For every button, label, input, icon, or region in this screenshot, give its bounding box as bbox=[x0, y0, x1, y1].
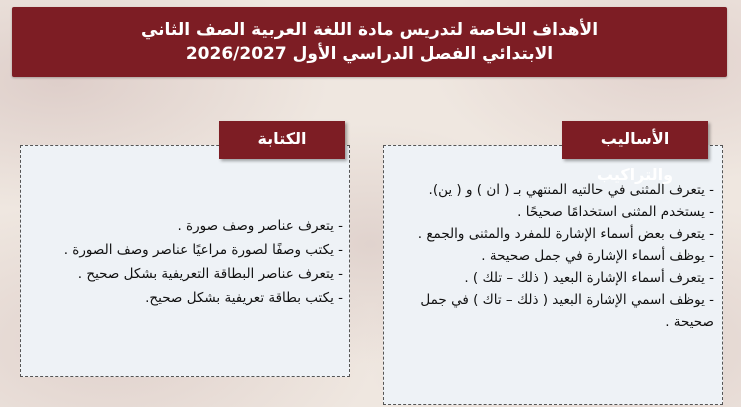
list-item: - يتعرف عناصر وصف صورة . bbox=[177, 218, 343, 234]
writing-heading: الكتابة bbox=[219, 121, 345, 159]
writing-panel bbox=[20, 145, 350, 377]
list-item: - يوظف اسمي الإشارة البعيد ( ذلك – تاك ) في جمل صحيحة . bbox=[420, 292, 714, 330]
list-item: - يستخدم المثنى استخدامًا صحيحًا . bbox=[517, 204, 714, 220]
list-item: - يتعرف أسماء الإشارة البعيد ( ذلك – تلك ) . bbox=[464, 270, 714, 286]
writing-list bbox=[28, 214, 343, 310]
list-item: - يتعرف عناصر البطاقة التعريفية بشكل صحيح . bbox=[77, 266, 343, 282]
list-item: - يكتب بطاقة تعريفية بشكل صحيح. bbox=[145, 290, 343, 306]
list-item: - يوظف أسماء الإشارة في جمل صحيحة . bbox=[481, 248, 714, 264]
list-item: - يتعرف بعض أسماء الإشارة للمفرد والمثنى والجمع . bbox=[417, 226, 714, 242]
title-banner bbox=[12, 7, 727, 77]
styles-heading: الأساليب والتراكيب bbox=[562, 121, 708, 159]
list-item: - يكتب وصفًا لصورة مراعيًا عناصر وصف الصورة . bbox=[63, 242, 343, 258]
page-title: الأهداف الخاصة لتدريس مادة اللغة العربية الصف الثاني الابتدائي الفصل الدراسي الأول 2026/2027 bbox=[140, 20, 599, 64]
list-item: - يتعرف المثنى في حالتيه المنتهي بـ ( ان ) و ( ين). bbox=[428, 182, 714, 198]
styles-list bbox=[389, 179, 714, 333]
